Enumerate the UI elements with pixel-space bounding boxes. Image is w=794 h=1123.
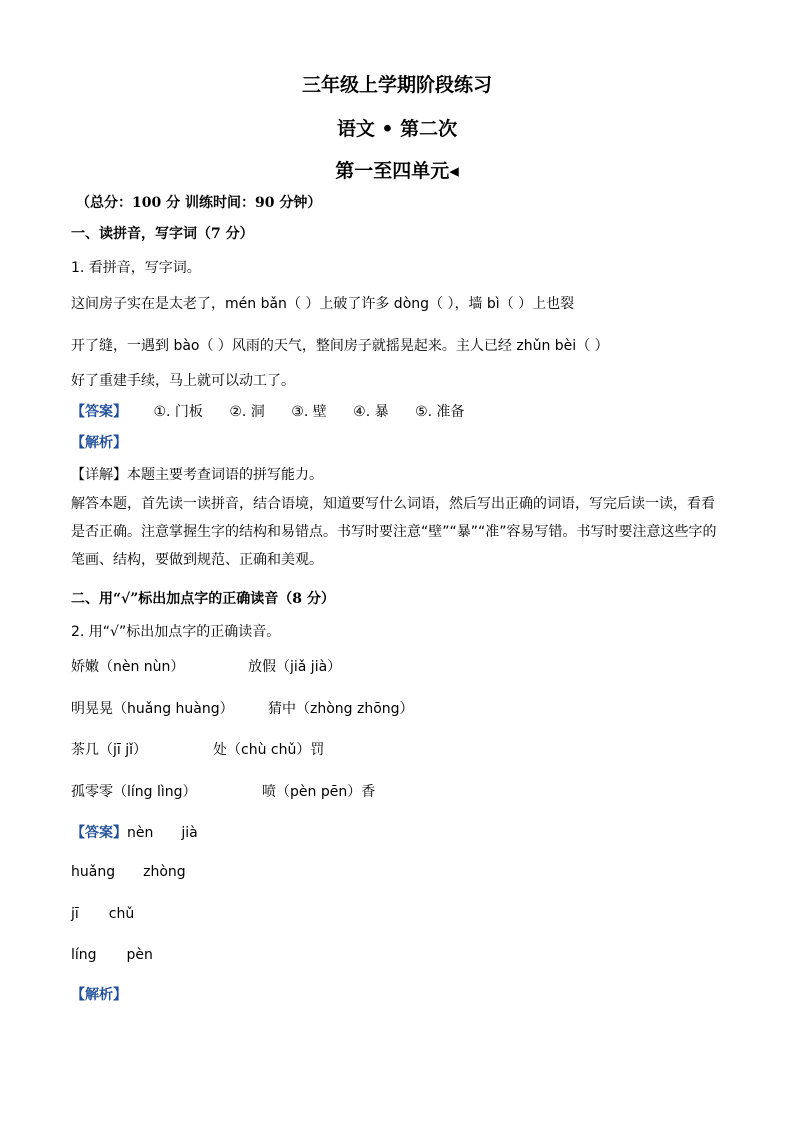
analysis-label-1: 【解析】 bbox=[71, 435, 127, 451]
detail-text: 本题主要考查词语的拼写能力。 bbox=[127, 467, 323, 483]
answer-pinyin: pèn bbox=[126, 947, 153, 963]
page-subtitle: 语文 • 第二次 bbox=[336, 118, 458, 140]
answer-label: 【答案】 bbox=[71, 825, 127, 841]
answer-line bbox=[71, 906, 734, 922]
answer-item: ⑤. 准备 bbox=[415, 404, 465, 420]
answer-pinyin: jià bbox=[181, 825, 198, 841]
pinyin-row bbox=[71, 698, 734, 718]
pinyin-item: 处（chù chǔ）罚 bbox=[213, 742, 325, 758]
analysis-label-2: 【解析】 bbox=[71, 987, 127, 1003]
pinyin-row bbox=[71, 739, 734, 759]
answer-line bbox=[71, 822, 734, 842]
section2-heading: 二、用“√”标出加点字的正确读音（8 分） bbox=[71, 591, 335, 607]
question1-label: 1. 看拼音，写字词。 bbox=[71, 260, 201, 276]
pinyin-item: 明晃晃（huǎng huàng） bbox=[71, 701, 234, 717]
answer-pinyin: zhòng bbox=[143, 864, 186, 880]
page-title: 三年级上学期阶段练习 bbox=[301, 74, 492, 96]
pinyin-row bbox=[71, 656, 734, 676]
unit-title: 第一至四单元◂ bbox=[335, 160, 459, 182]
passage-line-2: 开了缝，一遇到 bào（ ）风雨的天气，整间房子就摇晃起来。主人已经 zhǔn bèi（ ） bbox=[71, 338, 609, 354]
answer-line bbox=[71, 947, 734, 963]
answer-pinyin: jī bbox=[71, 906, 79, 922]
question2-label: 2. 用“√”标出加点字的正确读音。 bbox=[71, 624, 281, 640]
pinyin-row bbox=[71, 781, 734, 801]
answer-row-1 bbox=[71, 401, 734, 421]
pinyin-item: 茶几（jī jǐ） bbox=[71, 742, 148, 758]
detail-label: 【详解】 bbox=[71, 467, 127, 483]
detail-line bbox=[71, 464, 734, 484]
score-info: （总分：100 分 训练时间：90 分钟） bbox=[76, 195, 322, 211]
pinyin-item: 放假（jiǎ jià） bbox=[248, 659, 342, 675]
pinyin-item: 娇嫩（nèn nùn） bbox=[71, 659, 185, 675]
pinyin-item: 喷（pèn pēn）香 bbox=[262, 784, 376, 800]
answer-item: ①. 门板 bbox=[153, 404, 203, 420]
answer-item: ③. 壁 bbox=[291, 404, 327, 420]
answer-item: ④. 暴 bbox=[353, 404, 389, 420]
passage-line-1: 这间房子实在是太老了，mén bǎn（ ）上破了许多 dòng（ ），墙 bì（ ）上也裂 bbox=[71, 296, 575, 312]
passage-line-3: 好了重建手续，马上就可以动工了。 bbox=[71, 373, 295, 389]
answer-label: 【答案】 bbox=[71, 404, 127, 420]
pinyin-item: 猜中（zhòng zhōng） bbox=[268, 701, 414, 717]
answer-pinyin: huǎng bbox=[71, 864, 116, 880]
answer-line bbox=[71, 864, 734, 880]
explanation-text: 解答本题，首先读一读拼音，结合语境，知道要写什么词语，然后写出正确的词语，写完后读一读，看看是否正确。注意掌握生字的结构和易错点。书写时要注意“壁”“暴”“准”容易写错。书写时要注意这些字的笔画、结构，要做到规范、正确和美观。 bbox=[71, 496, 717, 568]
answer-pinyin: líng bbox=[71, 947, 97, 963]
pinyin-item: 孤零零（líng lìng） bbox=[71, 784, 197, 800]
answer-pinyin: nèn bbox=[127, 825, 154, 841]
answer-item: ②. 洞 bbox=[229, 404, 265, 420]
section1-heading: 一、读拼音，写字词（7 分） bbox=[71, 226, 254, 242]
answer-pinyin: chǔ bbox=[108, 906, 135, 922]
